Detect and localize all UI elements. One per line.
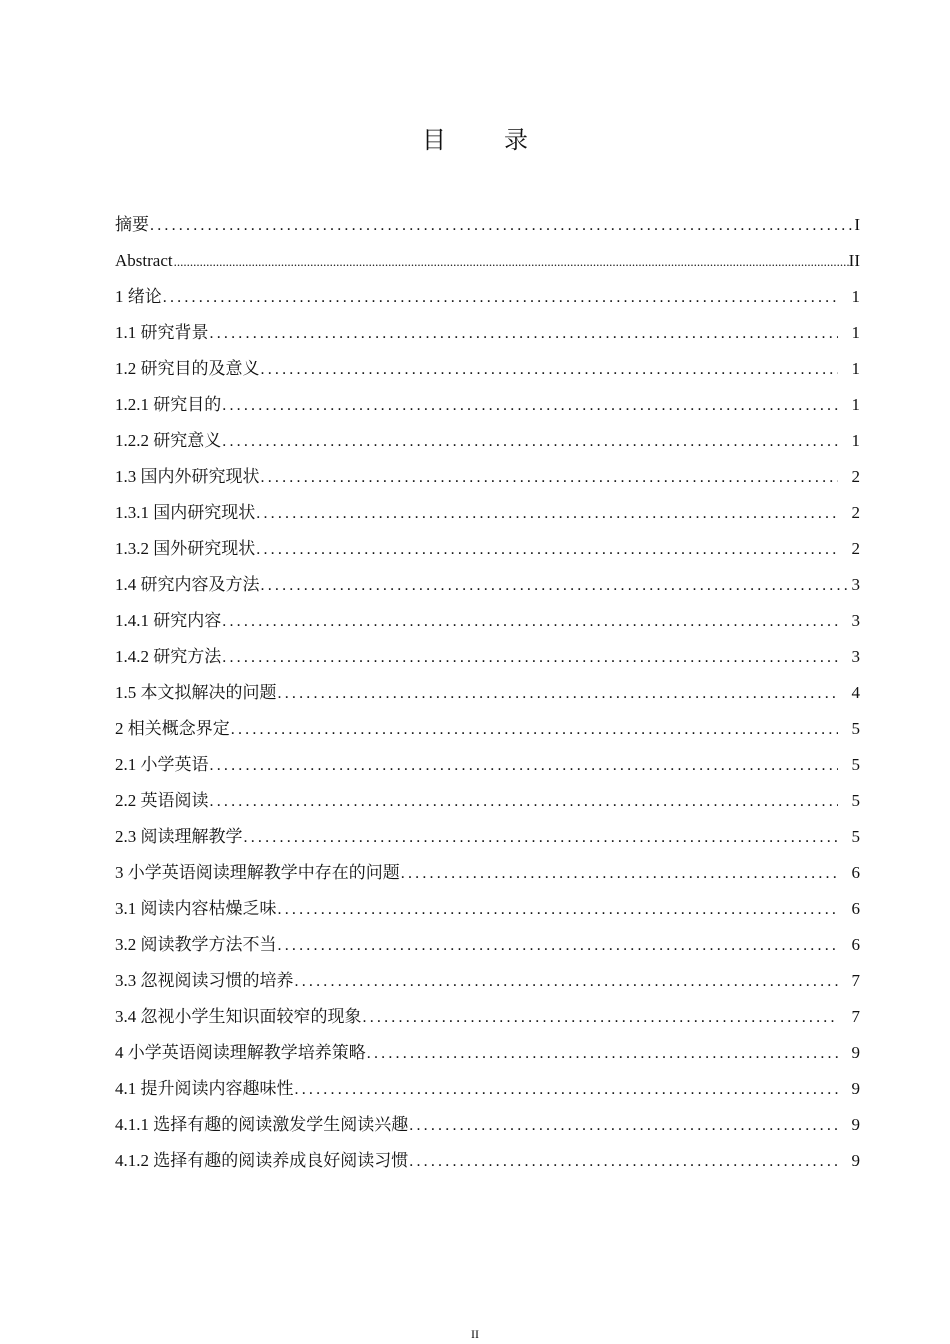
toc-entry-page: 2 [851, 539, 860, 558]
toc-entry-page: 5 [851, 827, 860, 846]
dot-leader [221, 608, 838, 636]
toc-entry-page: 6 [851, 899, 860, 918]
toc-entry-label: 1.4.1 研究内容 [115, 611, 222, 630]
page-title: 目 录 [422, 128, 554, 154]
toc-entry-label: 1.4.2 研究方法 [115, 647, 222, 666]
toc-entry[interactable] [115, 427, 860, 463]
toc-entry-page: 9 [851, 1115, 860, 1134]
toc-entry-label: 摘要 [115, 215, 149, 234]
toc-entry-label: 4 小学英语阅读理解教学培养策略 [115, 1043, 366, 1062]
dot-leader [400, 860, 838, 888]
dot-leader [243, 824, 839, 852]
dot-leader [277, 680, 839, 708]
toc-entry[interactable] [115, 1111, 860, 1147]
toc-entry-label: 1.2 研究目的及意义 [115, 359, 260, 378]
toc-entry-label: 1.4 研究内容及方法 [115, 575, 260, 594]
toc-entry-page: 1 [851, 359, 860, 378]
toc-entry-page: 3 [851, 611, 860, 630]
toc-entry[interactable] [115, 931, 860, 967]
dot-leader [209, 752, 839, 780]
toc-entry-label: 4.1.2 选择有趣的阅读养成良好阅读习惯 [115, 1151, 409, 1170]
toc-entry-page: II [848, 251, 860, 270]
toc-entry[interactable] [115, 283, 860, 319]
toc-entry-page: 9 [851, 1043, 860, 1062]
dot-leader [162, 284, 838, 312]
toc-entry-page: 1 [851, 395, 860, 414]
toc-entry[interactable] [115, 463, 860, 499]
dot-leader [255, 536, 838, 564]
toc-entry-page: 7 [851, 1007, 860, 1026]
dot-leader [294, 1076, 839, 1104]
toc-entry-label: Abstract [115, 251, 173, 270]
dot-leader [209, 788, 839, 816]
dot-leader [221, 392, 838, 420]
dot-leader [408, 1112, 838, 1140]
toc-entry-page: 1 [851, 287, 860, 306]
toc-entry-label: 4.1.1 选择有趣的阅读激发学生阅读兴趣 [115, 1115, 409, 1134]
toc-entry-label: 2.2 英语阅读 [115, 791, 209, 810]
toc-entry[interactable] [115, 571, 860, 607]
toc-entry-label: 1.2.1 研究目的 [115, 395, 222, 414]
toc-entry[interactable] [115, 1039, 860, 1075]
dot-leader [362, 1004, 839, 1032]
toc-entry[interactable] [115, 859, 860, 895]
toc-entry-page: 9 [851, 1151, 860, 1170]
toc-entry[interactable] [115, 355, 860, 391]
toc-entry[interactable] [115, 715, 860, 751]
dot-leader [260, 356, 839, 384]
toc-entry-label: 1.1 研究背景 [115, 323, 209, 342]
toc-entry[interactable] [115, 643, 860, 679]
toc-entry-page: 3 [851, 647, 860, 666]
toc-entry[interactable] [115, 319, 860, 355]
toc-entry-page: 1 [851, 431, 860, 450]
toc-entry[interactable] [115, 607, 860, 643]
toc-entry[interactable] [115, 895, 860, 931]
toc-entry-page: 5 [851, 719, 860, 738]
toc-entry-label: 1.5 本文拟解决的问题 [115, 683, 277, 702]
dot-leader [408, 1148, 838, 1176]
toc-entry-label: 1 绪论 [115, 287, 162, 306]
dot-leader [173, 248, 849, 276]
dot-leader [221, 428, 838, 456]
toc-entry-page: 4 [851, 683, 860, 702]
toc-entry-label: 3.3 忽视阅读习惯的培养 [115, 971, 294, 990]
toc-entry[interactable] [115, 391, 860, 427]
toc-entry[interactable] [115, 967, 860, 1003]
toc-entry-abstract-en[interactable] [115, 247, 860, 283]
toc-entry[interactable] [115, 499, 860, 535]
toc-entry-label: 2.1 小学英语 [115, 755, 209, 774]
toc-entry-page: 6 [851, 863, 860, 882]
toc-entry-page: 2 [851, 503, 860, 522]
toc-entry[interactable] [115, 787, 860, 823]
dot-leader [221, 644, 838, 672]
toc-entry[interactable] [115, 823, 860, 859]
toc-entry-label: 2 相关概念界定 [115, 719, 230, 738]
toc-entry-label: 4.1 提升阅读内容趣味性 [115, 1079, 294, 1098]
toc-entry-page: 3 [851, 575, 860, 594]
toc-entry[interactable] [115, 1003, 860, 1039]
toc-entry-page: I [854, 215, 860, 234]
toc-entry[interactable] [115, 679, 860, 715]
toc-entry-label: 3.2 阅读教学方法不当 [115, 935, 277, 954]
toc-entry-page: 9 [851, 1079, 860, 1098]
toc-entry-page: 7 [851, 971, 860, 990]
toc-entry-page: 5 [851, 755, 860, 774]
dot-leader [230, 716, 838, 744]
toc-entry-page: 2 [851, 467, 860, 486]
dot-leader [149, 212, 854, 240]
table-of-contents [115, 211, 860, 1183]
toc-entry-label: 1.3.1 国内研究现状 [115, 503, 256, 522]
toc-entry[interactable] [115, 1147, 860, 1183]
dot-leader [294, 968, 839, 996]
toc-entry-page: 6 [851, 935, 860, 954]
toc-entry-label: 1.3 国内外研究现状 [115, 467, 260, 486]
toc-entry-label: 3 小学英语阅读理解教学中存在的问题 [115, 863, 400, 882]
dot-leader [209, 320, 839, 348]
toc-entry-label: 2.3 阅读理解教学 [115, 827, 243, 846]
dot-leader [260, 464, 839, 492]
toc-entry-page: 5 [851, 791, 860, 810]
toc-entry[interactable] [115, 1075, 860, 1111]
toc-entry-label: 3.1 阅读内容枯燥乏味 [115, 899, 277, 918]
toc-entry[interactable] [115, 751, 860, 787]
toc-entry-abstract-cn[interactable] [115, 211, 860, 247]
toc-entry-label: 1.2.2 研究意义 [115, 431, 222, 450]
toc-entry-label: 1.3.2 国外研究现状 [115, 539, 256, 558]
dot-leader [366, 1040, 838, 1068]
dot-leader [277, 932, 839, 960]
dot-leader [255, 500, 838, 528]
dot-leader [260, 572, 852, 600]
toc-entry[interactable] [115, 535, 860, 571]
dot-leader [277, 896, 839, 924]
toc-entry-page: 1 [851, 323, 860, 342]
page-number: II [471, 1327, 479, 1341]
toc-entry-label: 3.4 忽视小学生知识面较窄的现象 [115, 1007, 362, 1026]
